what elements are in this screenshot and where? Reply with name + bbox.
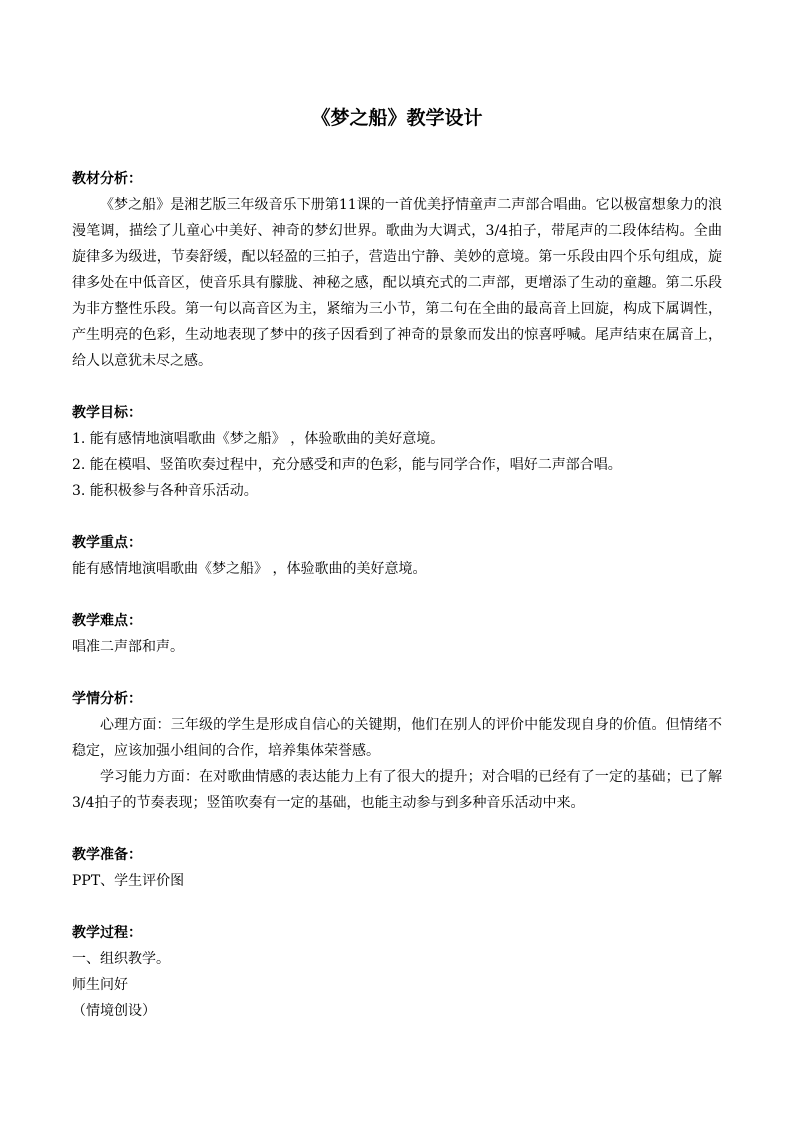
learners-paragraph: 学习能力方面：在对歌曲情感的表达能力上有了很大的提升；对合唱的已经有了一定的基础；已了解3/4拍子的节奏表现；竖笛吹奏有一定的基础，也能主动参与到多种音乐活动中来。 [72,769,722,811]
key-points-text: 能有感情地演唱歌曲《梦之船》 ，体验歌曲的美好意境。 [72,561,427,577]
document-title: 《梦之船》教学设计 [311,107,483,129]
section-analysis [72,166,722,374]
heading-analysis: 教材分析： [72,171,142,187]
heading-difficulties: 教学难点： [72,613,142,629]
heading-learners: 学情分析： [72,691,142,707]
spacer [72,582,722,608]
section-process [72,920,722,1024]
section-preparation [72,842,722,894]
goal-item: 2. 能在模唱、竖笛吹奏过程中，充分感受和声的色彩，能与同学合作，唱好二声部合唱。 [72,457,622,473]
heading-goals: 教学目标： [72,405,142,421]
process-line: （情境创设） [72,1003,156,1019]
analysis-paragraph: 《梦之船》是湘艺版三年级音乐下册第11课的一首优美抒情童声二声部合唱曲。它以极富想象力的浪漫笔调，描绘了儿童心中美好、神奇的梦幻世界。歌曲为大调式，3/4拍子，带尾声的二段体结构。全曲旋律多为级进，节奏舒缓，配以轻盈的三拍子，营造出宁静、美妙的意境。第一乐段由四个乐句组成，旋律多处在中低音区，使音乐具有朦胧、神秘之感，配以填充式的二声部，更增添了生动的童趣。第二乐段为非方整性乐段。第一句以高音区为主，紧缩为三小节，第二句在全曲的最高音上回旋，构成下属调性，产生明亮的色彩，生动地表现了梦中的孩子因看到了神奇的景象而发出的惊喜呼喊。尾声结束在属音上，给人以意犹未尽之感。 [72,197,722,369]
spacer [72,504,722,530]
heading-preparation: 教学准备： [72,847,142,863]
preparation-text: PPT、学生评价图 [72,873,185,889]
learners-paragraph: 心理方面：三年级的学生是形成自信心的关键期，他们在别人的评价中能发现自身的价值。但情绪不稳定，应该加强小组间的合作，培养集体荣誉感。 [72,717,722,759]
spacer [72,374,722,400]
goal-item: 3. 能积极参与各种音乐活动。 [72,483,258,499]
spacer [72,894,722,920]
section-learners [72,686,722,816]
heading-process: 教学过程： [72,925,142,941]
spacer [72,816,722,842]
process-line: 一、组织教学。 [72,951,170,967]
section-difficulties [72,608,722,660]
spacer [72,660,722,686]
heading-key-points: 教学重点： [72,535,142,551]
process-line: 师生问好 [72,977,128,993]
goal-item: 1. 能有感情地演唱歌曲《梦之船》 ，体验歌曲的美好意境。 [72,431,445,447]
section-key-points [72,530,722,582]
difficulties-text: 唱准二声部和声。 [72,639,184,655]
document-body [72,166,722,1024]
section-goals [72,400,722,504]
